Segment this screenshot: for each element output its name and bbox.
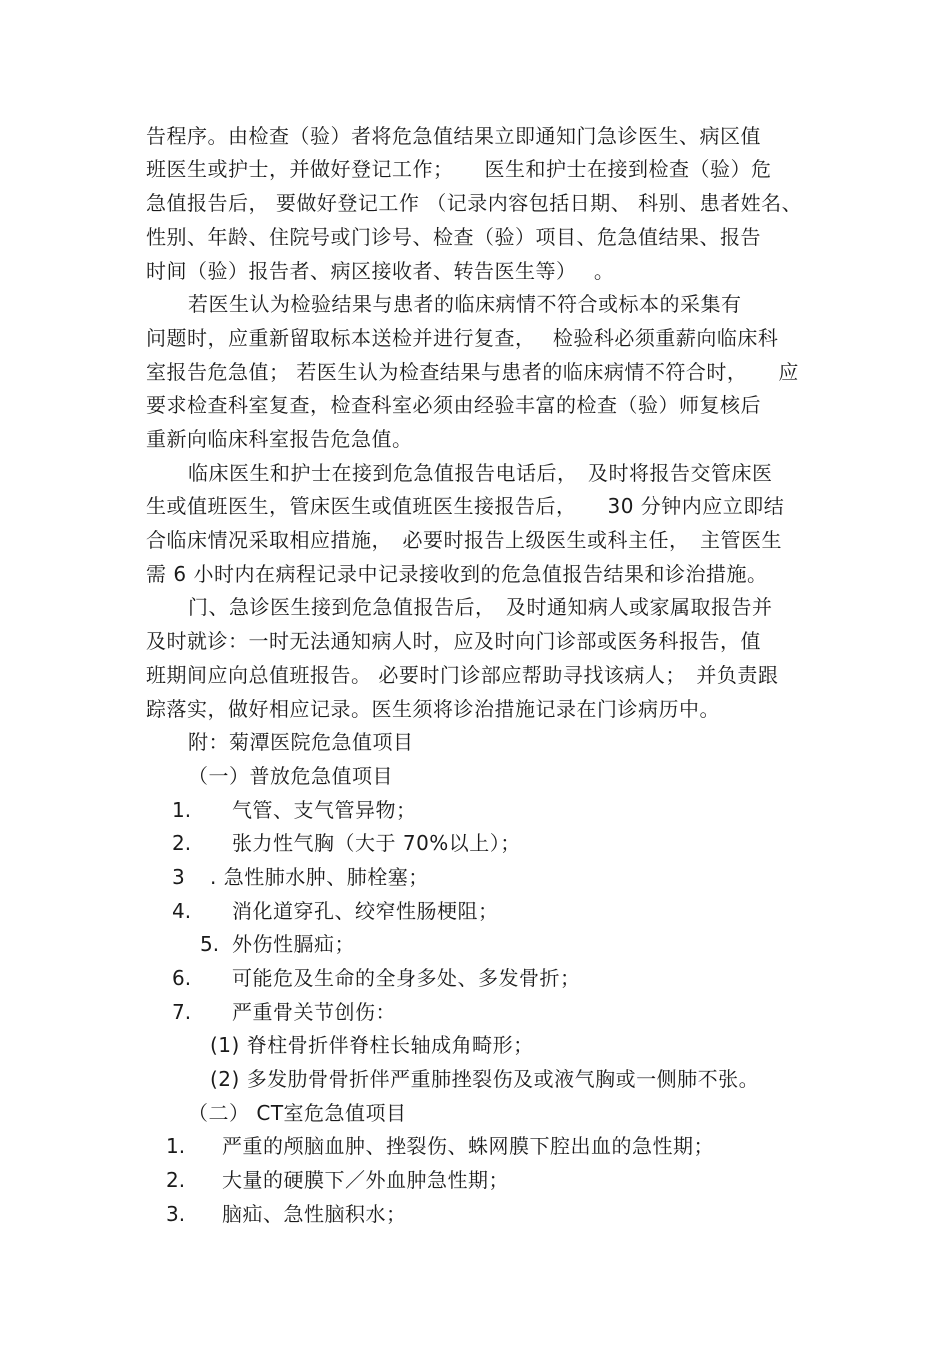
appendix-title: 附：菊潭医院危急值项目 — [188, 730, 414, 754]
list-item-number: 2. — [172, 831, 192, 855]
text-line: 性别、年龄、住院号或门诊号、检查（验）项目、危急值结果、报告 — [146, 225, 761, 249]
list-item: 消化道穿孔、绞窄性肠梗阻； — [232, 899, 499, 923]
text-line: 重新向临床科室报告危急值。 — [146, 427, 413, 451]
list-item-number: 2. — [166, 1168, 186, 1192]
text-line: 若医生认为检验结果与患者的临床病情不符合或标本的采集有 — [188, 292, 742, 316]
text-line: 门、急诊医生接到危急值报告后， 及时通知病人或家属取报告并 — [188, 595, 773, 619]
text-line: 班医生或护士，并做好登记工作； 医生和护士在接到检查（验）危 — [146, 157, 772, 181]
list-item-number: 6. — [172, 966, 192, 990]
text-line: 时间（验）报告者、病区接收者、转告医生等） 。 — [146, 259, 615, 283]
list-item-number: 3. — [166, 1202, 186, 1226]
text-line: 班期间应向总值班报告。 必要时门诊部应帮助寻找该病人； 并负责跟 — [146, 663, 779, 687]
text-line: 合临床情况采取相应措施， 必要时报告上级医生或科主任， 主管医生 — [146, 528, 782, 552]
list-item: 大量的硬膜下／外血肿急性期； — [222, 1168, 509, 1192]
text-line: 要求检查科室复查，检查科室必须由经验丰富的检查（验）师复核后 — [146, 393, 761, 417]
section-title: （二） CT室危急值项目 — [188, 1101, 407, 1125]
text-line: 问题时，应重新留取标本送检并进行复查， 检验科必须重薪向临床科 — [146, 326, 779, 350]
text-line: 急值报告后， 要做好登记工作 （记录内容包括日期、 科别、患者姓名、 — [146, 191, 803, 215]
list-item: 气管、支气管异物； — [232, 798, 417, 822]
list-item-number: 7. — [172, 1000, 192, 1024]
sub-list-item: (2) 多发肋骨骨折伴严重肺挫裂伤及或液气胸或一侧肺不张。 — [210, 1067, 760, 1091]
list-item-number: 1. — [172, 798, 192, 822]
list-item-number: 4. — [172, 899, 192, 923]
text-line: 临床医生和护士在接到危急值报告电话后， 及时将报告交管床医 — [188, 461, 773, 485]
text-line: 需 6 小时内在病程记录中记录接收到的危急值报告结果和诊治措施。 — [146, 562, 768, 586]
list-item: 可能危及生命的全身多处、多发骨折； — [232, 966, 581, 990]
list-item-number: 5. — [200, 932, 220, 956]
text-line: 及时就诊：一时无法通知病人时，应及时向门诊部或医务科报告，值 — [146, 629, 761, 653]
list-item-number: 1. — [166, 1134, 186, 1158]
text-line: 生或值班医生，管床医生或值班医生接报告后， 30 分钟内应立即结 — [146, 494, 785, 518]
list-item-number: 3 — [172, 865, 185, 889]
text-line: 踪落实，做好相应记录。医生须将诊治措施记录在门诊病历中。 — [146, 697, 720, 721]
text-line: 告程序。由检查（验）者将危急值结果立即通知门急诊医生、病区值 — [146, 124, 761, 148]
list-item: 脑疝、急性脑积水； — [222, 1202, 407, 1226]
sub-list-item: (1) 脊柱骨折伴脊柱长轴成角畸形； — [210, 1033, 534, 1057]
list-item: . 急性肺水肿、肺栓塞； — [210, 865, 429, 889]
list-item: 严重骨关节创伤： — [232, 1000, 396, 1024]
text-line: 室报告危急值； 若医生认为检查结果与患者的临床病情不符合时， 应 — [146, 360, 799, 384]
list-item: 外伤性膈疝； — [232, 932, 355, 956]
section-title: （一）普放危急值项目 — [188, 764, 393, 788]
list-item: 严重的颅脑血肿、挫裂伤、蛛网膜下腔出血的急性期； — [222, 1134, 714, 1158]
list-item: 张力性气胸（大于 70%以上）； — [232, 831, 521, 855]
